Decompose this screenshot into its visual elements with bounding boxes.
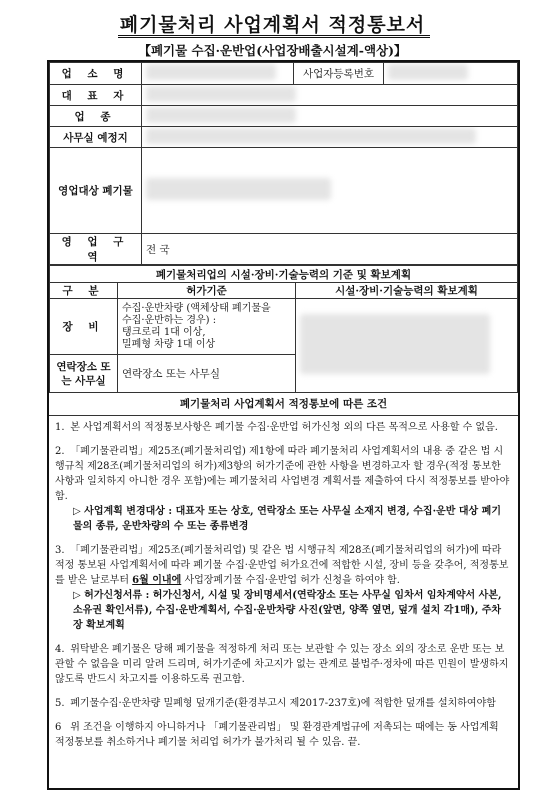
title-underline xyxy=(118,35,430,36)
condition-number: 3. xyxy=(55,545,65,556)
info-table xyxy=(49,62,518,265)
redacted-block xyxy=(300,314,490,374)
equipment-plan-value xyxy=(296,299,518,393)
conditions-title: 폐기물처리 사업계획서 적정통보에 따른 조건 xyxy=(49,393,518,416)
redacted-block xyxy=(146,178,331,200)
condition-subitem xyxy=(55,588,510,633)
target-waste-label: 영업대상 폐기물 xyxy=(50,148,142,234)
office-contact-label: 연락장소 또는 사무실 xyxy=(50,355,118,393)
condition-item-6 xyxy=(55,720,510,750)
conditions-list xyxy=(49,416,518,750)
subitem-head: ▷ 사업계획 변경대상 : xyxy=(73,506,173,517)
redacted-block xyxy=(146,64,276,80)
redacted-block xyxy=(388,64,468,80)
condition-item-3 xyxy=(55,543,510,633)
condition-number: 5. xyxy=(55,698,65,709)
equipment-standard-line: 수집·운반차량 (액체상태 폐기물을 xyxy=(122,302,271,314)
equipment-standard-line: 수집·운반하는 경우) : xyxy=(122,314,217,326)
subitem-text: 허가신청서, 시설 및 장비명세서(연락장소 또는 사무실 임차서 임차계약서 사본, 소유권 확인서류), 수집·운반계획서, 수집·운반차량 사진(앞면, 양쪽 옆면, 덮개 설치 각1매), 주차장 확보계획 xyxy=(73,590,502,631)
title-underline-2 xyxy=(118,37,430,38)
redacted-block xyxy=(146,86,296,102)
standard-header: 허가기준 xyxy=(118,283,296,299)
equipment-standard-line: 탱크로리 1대 이상, xyxy=(122,326,206,338)
condition-item-2 xyxy=(55,444,510,534)
company-name-value xyxy=(142,63,294,85)
facility-section-title: 폐기물처리업의 시설·장비·기술능력의 기준 및 확보계획 xyxy=(50,266,518,283)
business-reg-value xyxy=(384,63,518,85)
condition-subitem xyxy=(55,504,510,534)
equipment-standard-line: 밀폐형 차량 1대 이상 xyxy=(122,338,216,350)
condition-text: 위 조건을 이행하지 아니하거나 「폐기물관리법」 및 환경관계법규에 저촉되는 때에는 동 사업계획 적정통보를 취소하거나 폐기물 처리업 허가가 불가처리 될 수 있음. 끝. xyxy=(55,722,499,748)
business-reg-label: 사업자등록번호 xyxy=(294,63,384,85)
category-header: 구 분 xyxy=(50,283,118,299)
equipment-label: 장 비 xyxy=(50,299,118,355)
representative-value xyxy=(142,85,518,106)
form-frame xyxy=(47,60,520,790)
condition-text: 「폐기물관리법」제25조(폐기물처리업) 및 같은 법 시행규칙 제28조(폐기물처리업의 허가)에 따라 적정 통보된 사업계획서에 따라 폐기물 수집·운반업 허가요건에 적합한 시설, 장비 등을 갖추어, 적정통보를 받은 날로부터 xyxy=(55,545,509,586)
condition-text: 「폐기물관리법」제25조(폐기물처리업) 제1항에 따라 폐기물처리 사업계획서의 내용 중 같은 법 시행규칙 제28조(폐기물처리업의 허가)제3항의 허가기준에 관한 사항을 변경하고자 할 경우(적정 통보한 사항과 일치하지 아니한 경우 포함)에는 폐기물처리 사업변경 계획서를 제출하여 다시 적정통보를 받아야 함. xyxy=(55,446,510,502)
business-type-label: 업 종 xyxy=(50,106,142,127)
condition-item-5 xyxy=(55,696,510,711)
service-area-label: 영 업 구 역 xyxy=(50,234,142,265)
company-name-label: 업 소 명 xyxy=(50,63,142,85)
condition-item-1 xyxy=(55,420,510,435)
condition-text: 본 사업계획서의 적정통보사항은 폐기물 수집·운반업 허가신청 외의 다른 목적으로 사용할 수 없음. xyxy=(70,422,498,433)
condition-text-after: 사업장폐기물 수집·운반업 허가 신청을 하여야 함. xyxy=(184,575,400,586)
condition-number: 2. xyxy=(55,446,65,457)
service-area-value: 전 국 xyxy=(142,234,518,265)
target-waste-value xyxy=(142,148,518,234)
office-location-label: 사무실 예정지 xyxy=(50,127,142,148)
office-contact-standard: 연락장소 또는 사무실 xyxy=(118,355,296,393)
facility-table xyxy=(49,265,518,393)
document-title: 폐기물처리 사업계획서 적정통보서 xyxy=(119,14,426,36)
office-location-value xyxy=(142,127,518,148)
condition-text: 위탁받은 폐기물은 당해 폐기물을 적정하게 처리 또는 보관할 수 있는 장소 외의 장소로 운반 또는 보관할 수 없음을 미리 알려 드리며, 허가기준에 차고지가 없는 관계로 불법주·정차에 따른 민원이 발생하지 않도록 반드시 차고지를 이용하도록 권고함. xyxy=(55,644,509,685)
document-subtitle: 【폐기물 수집·운반업(사업장배출시설계-액상)】 xyxy=(138,43,407,58)
business-type-value xyxy=(142,106,518,127)
condition-number: 1. xyxy=(55,422,65,433)
representative-label: 대 표 자 xyxy=(50,85,142,106)
plan-header: 시설·장비·기술능력의 확보계획 xyxy=(296,283,518,299)
condition-text: 폐기물수집·운반차량 밀폐형 덮개기준(환경부고시 제2017-237호)에 적합한 덮개를 설치하여야함 xyxy=(70,698,496,709)
condition-number: 4. xyxy=(55,644,65,655)
equipment-standard xyxy=(118,299,296,355)
redacted-block xyxy=(146,128,476,144)
condition-item-4 xyxy=(55,642,510,687)
subitem-head: ▷ 허가신청서류 : xyxy=(73,590,150,601)
deadline-emphasis: 6월 이내에 xyxy=(132,575,182,586)
condition-number: 6 xyxy=(55,722,62,733)
subitem-text: 대표자 또는 상호, 연락장소 또는 사무실 소재지 변경, 수집·운반 대상 폐기물의 종류, 운반차량의 수 또는 종류변경 xyxy=(73,506,501,532)
redacted-block xyxy=(146,107,296,123)
